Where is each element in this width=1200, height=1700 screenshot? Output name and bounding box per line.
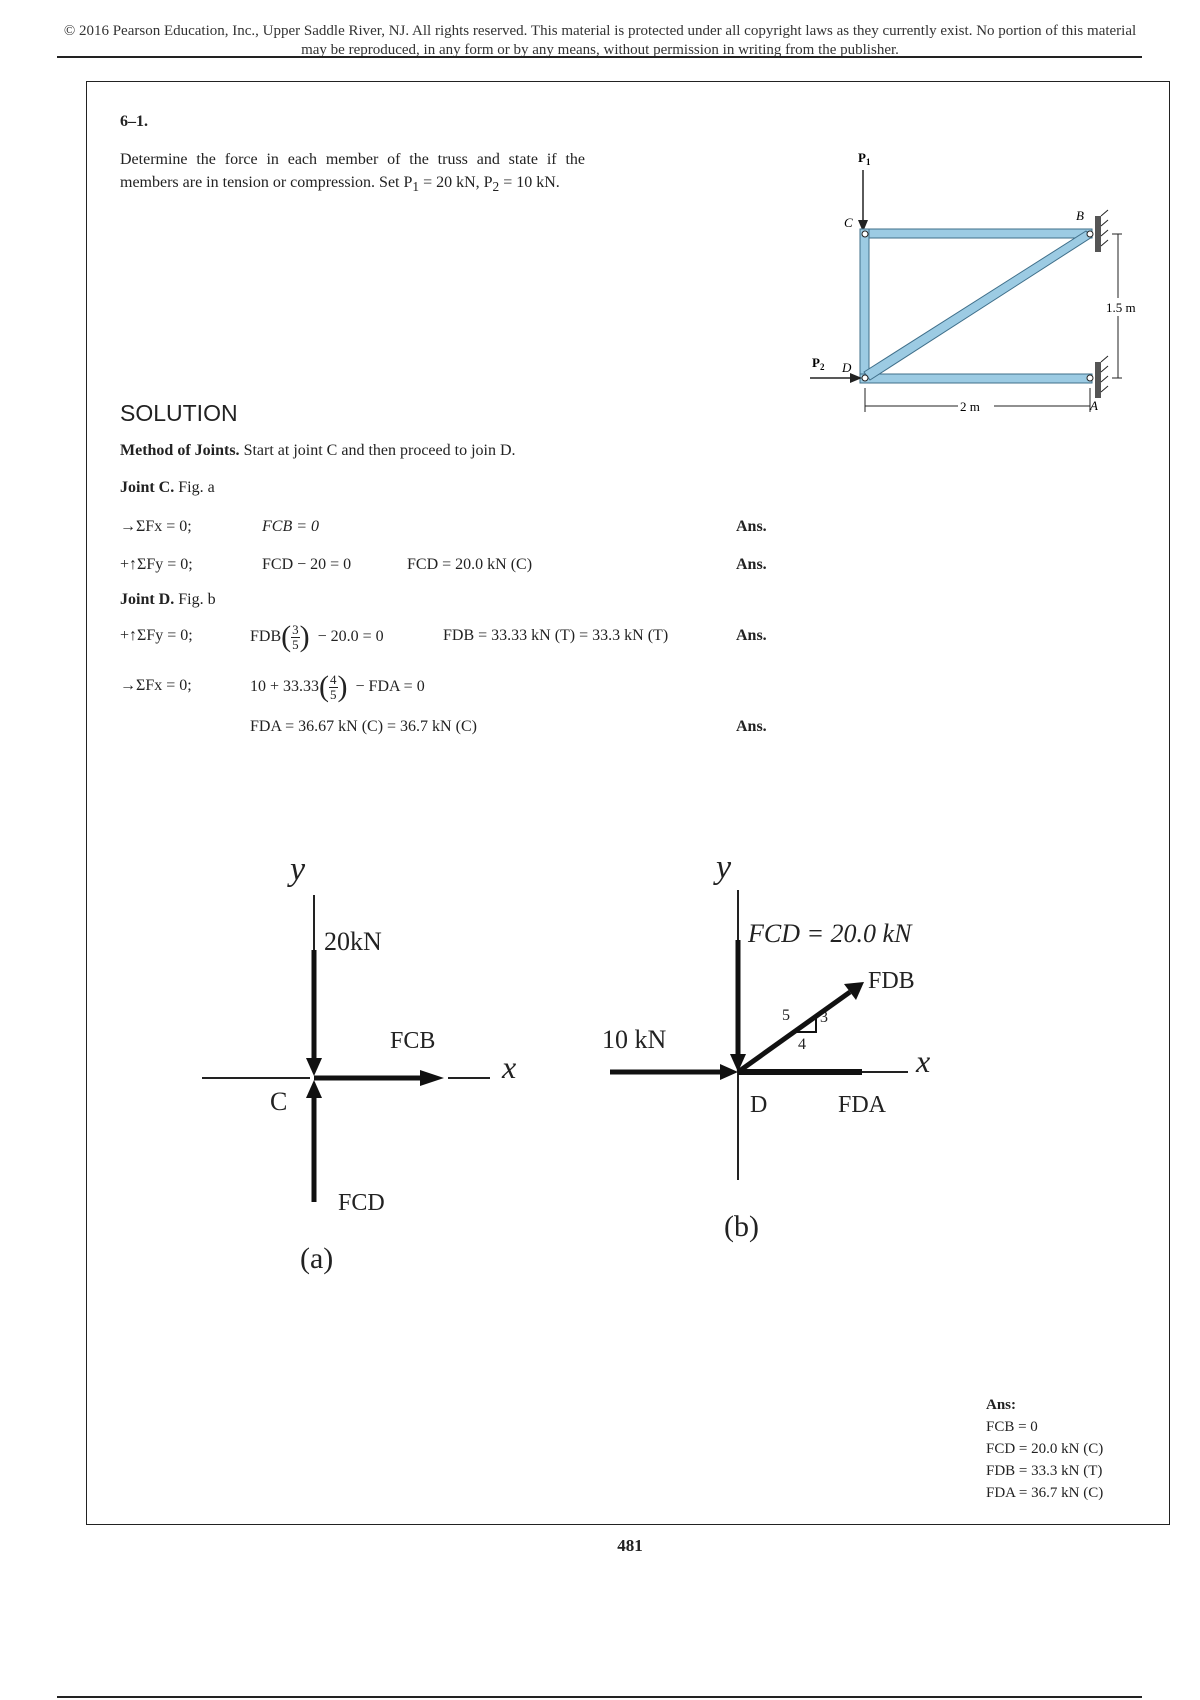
eq2-result: FCD = 20.0 kN (C) xyxy=(407,556,533,573)
p2-value: = 10 kN. xyxy=(499,174,560,191)
width-dimension: 2 m xyxy=(960,399,980,414)
method-title: Method of Joints. xyxy=(120,442,240,459)
member-db xyxy=(864,231,1092,380)
eq4-pre: 10 + 33.33 xyxy=(250,678,320,695)
fbd-a-caption: (a) xyxy=(300,1242,334,1275)
p2-label: $P_2$ xyxy=(812,355,825,372)
joint-d-heading xyxy=(120,591,216,609)
eq1-ans: Ans. xyxy=(736,518,767,535)
fbd-b-load: 10 kN xyxy=(602,1025,667,1054)
eq3-lhs: +↑ΣFy = 0; xyxy=(120,627,193,644)
eq4-num: 4 xyxy=(330,671,337,687)
method-text: Start at joint C and then proceed to join D. xyxy=(239,442,516,459)
fbd-b-tri-5: 5 xyxy=(782,1007,790,1024)
joint-c-fig: Fig. a xyxy=(174,479,215,496)
eq3-num: 3 xyxy=(292,621,299,637)
fbd-a xyxy=(190,840,550,1290)
fbd-b-fdb: FDB xyxy=(868,968,915,994)
member-da xyxy=(860,374,1092,383)
support-b xyxy=(1095,216,1101,252)
eq3-post: − 20.0 = 0 xyxy=(317,628,384,645)
eq3-result: FDB = 33.33 kN (T) = 33.3 kN (T) xyxy=(443,627,669,644)
joint-d-fig: Fig. b xyxy=(174,591,216,608)
fbd-b-fdb-arrow xyxy=(738,992,850,1072)
eq5-result: FDA = 36.67 kN (C) = 36.7 kN (C) xyxy=(250,718,477,735)
fbd-b-caption: (b) xyxy=(724,1210,759,1243)
fbd-b-fcd: FCD = 20.0 kN xyxy=(748,919,912,948)
eq5-ans: Ans. xyxy=(736,718,767,735)
answer-item: FCB = 0 xyxy=(986,1419,1038,1435)
header-rule xyxy=(57,56,1142,58)
page-number: 481 xyxy=(617,1536,643,1555)
eq4-fraction xyxy=(329,673,338,702)
fbd-b-fda: FDA xyxy=(838,1092,887,1118)
p1-subscript: 1 xyxy=(412,179,420,195)
node-c-label: C xyxy=(844,215,853,230)
member-cb xyxy=(860,229,1092,238)
eq4-post: − FDA = 0 xyxy=(355,678,425,695)
solution-heading: SOLUTION xyxy=(120,400,238,426)
eq2-lhs: +↑ΣFy = 0; xyxy=(120,556,193,573)
eq3-den: 5 xyxy=(292,636,299,652)
fbd-a-joint: C xyxy=(270,1087,288,1116)
node-a-label: A xyxy=(1090,398,1098,413)
truss-figure xyxy=(800,140,1160,430)
eq2-ans: Ans. xyxy=(736,556,767,573)
problem-number: 6–1. xyxy=(120,113,148,130)
fbd-b-joint: D xyxy=(750,1092,768,1118)
joint-c-label: Joint C. xyxy=(120,479,175,496)
eq4-body: 10 + 33.33 ( $\frac{4}{5}$ ) − FDA = 0 xyxy=(250,670,425,703)
joint-d-label: Joint D. xyxy=(120,591,175,608)
node-d-label: D xyxy=(842,360,852,375)
answer-title: Ans: xyxy=(986,1397,1017,1413)
eq3-body: FDB ( $\frac{3}{5}$ ) − 20.0 = 0 xyxy=(250,620,384,653)
copyright-notice: © 2016 Pearson Education, Inc., Upper Saddle River, NJ. All rights reserved. This material is protected under all copyright laws as they currently exist. No portion of this material may be reproduced, in any form or by any means, without permission in writing from the publisher. xyxy=(63,23,1137,56)
fbd-b-y-axis: y xyxy=(716,849,732,886)
fbd-b-tri-3: 3 xyxy=(820,1009,828,1026)
fbd-a-x-axis: x xyxy=(502,1049,517,1085)
eq3-pre: FDB xyxy=(250,628,282,645)
support-a xyxy=(1095,362,1101,398)
fbd-b-tri-4: 4 xyxy=(798,1036,806,1053)
member-cd xyxy=(860,229,869,381)
fbd-b xyxy=(600,840,960,1260)
eq4-den: 5 xyxy=(330,686,337,702)
p1-label: $P_1$ xyxy=(858,150,871,167)
node-b-label: B xyxy=(1076,208,1084,223)
p1-value: = 20 kN, P xyxy=(419,174,493,191)
eq3-fraction xyxy=(291,623,300,652)
eq4-lhs: →ΣFx = 0; xyxy=(120,677,192,694)
eq2-body: FCD − 20 = 0 xyxy=(262,556,352,573)
eq1-lhs: →ΣFx = 0; xyxy=(120,518,192,535)
fbd-a-y-axis: y xyxy=(290,851,306,888)
fbd-a-fcd: FCD xyxy=(338,1190,385,1216)
fbd-b-x-axis: x xyxy=(916,1043,931,1079)
eq1-body: FCB = 0 xyxy=(262,518,320,535)
problem-text: Determine the force in each member of the truss and state if the members are in tension or compression. Set P xyxy=(120,151,585,191)
p2-subscript: 2 xyxy=(492,179,500,195)
height-dimension: 1.5 m xyxy=(1106,300,1136,315)
eq3-ans: Ans. xyxy=(736,627,767,644)
footer-rule xyxy=(57,1696,1142,1698)
fbd-a-load: 20kN xyxy=(324,927,382,956)
joint-c-heading xyxy=(120,479,215,497)
fbd-a-fcb: FCB xyxy=(390,1028,436,1054)
answer-item: FCD = 20.0 kN (C) xyxy=(986,1441,1104,1457)
answer-summary xyxy=(986,1394,1103,1504)
problem-statement xyxy=(120,148,585,198)
answer-item: FDB = 33.3 kN (T) xyxy=(986,1463,1103,1479)
method-line xyxy=(120,442,516,460)
answer-item: FDA = 36.7 kN (C) xyxy=(986,1485,1104,1501)
